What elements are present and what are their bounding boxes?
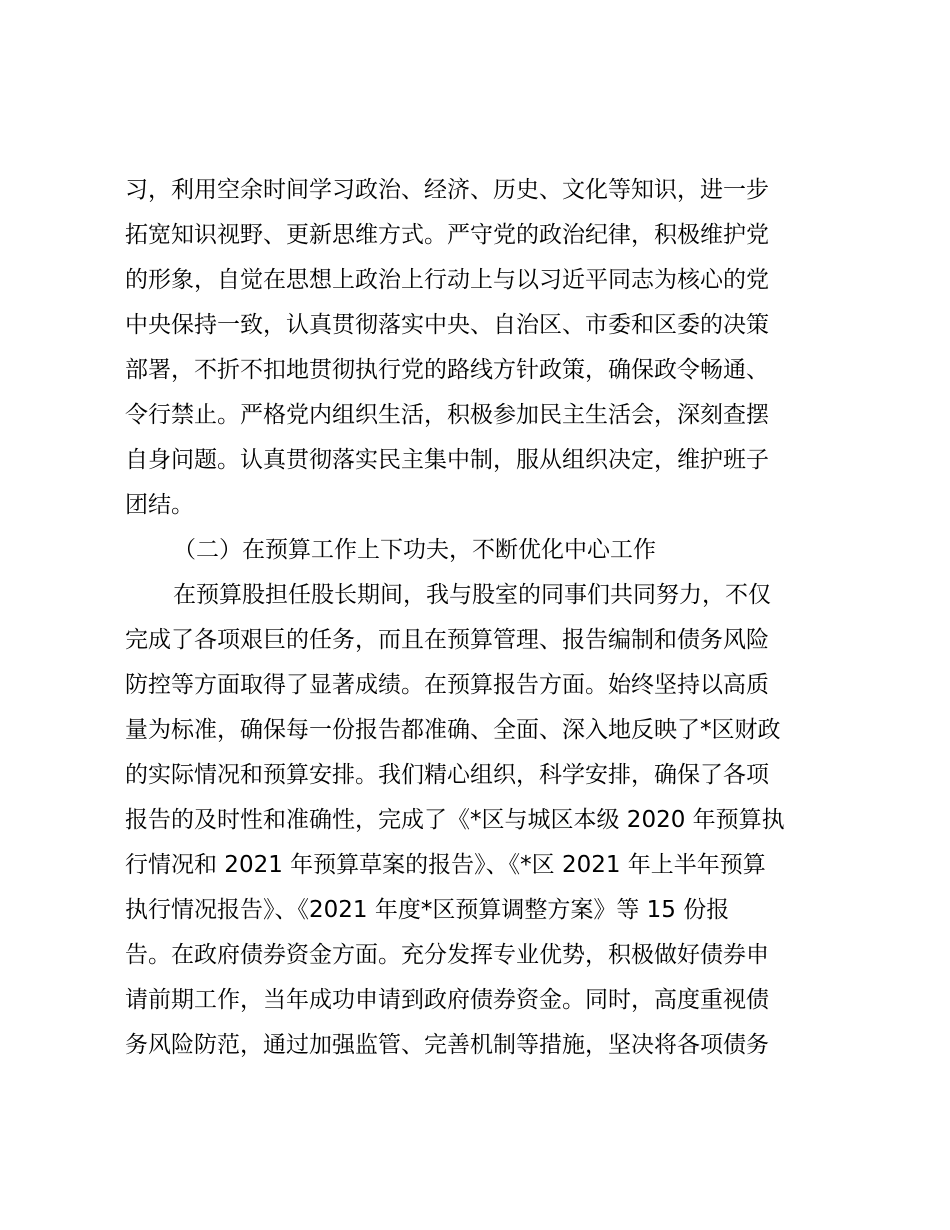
text-line: 部署，不折不扣地贯彻执行党的路线方针政策，确保政令畅通、 (125, 357, 769, 383)
text-line: 在预算股担任股长期间，我与股室的同事们共同努力，不仅 (173, 582, 771, 608)
text-line: 请前期工作，当年成功申请到政府债券资金。同时，高度重视债 (125, 987, 769, 1013)
text-line: 的形象，自觉在思想上政治上行动上与以习近平同志为核心的党 (125, 267, 769, 293)
text-line: 的实际情况和预算安排。我们精心组织，科学安排，确保了各项 (125, 762, 769, 788)
text-line: 执行情况报告》、《2021 年度*区预算调整方案》等 15 份报 (125, 897, 730, 923)
text-line: 习，利用空余时间学习政治、经济、历史、文化等知识，进一步 (125, 177, 769, 203)
text-line: 行情况和 2021 年预算草案的报告》、《*区 2021 年上半年预算 (125, 852, 766, 878)
text-line: 中央保持一致，认真贯彻落实中央、自治区、市委和区委的决策 (125, 312, 769, 338)
section-heading: （二）在预算工作上下功夫，不断优化中心工作 (173, 537, 656, 563)
text-line: 拓宽知识视野、更新思维方式。严守党的政治纪律，积极维护党 (125, 222, 769, 248)
text-line: 量为标准，确保每一份报告都准确、全面、深入地反映了*区财政 (125, 717, 781, 743)
text-line: 告。在政府债券资金方面。充分发挥专业优势，积极做好债券申 (125, 942, 769, 968)
text-line: 完成了各项艰巨的任务，而且在预算管理、报告编制和债务风险 (125, 627, 769, 653)
text-line: 自身问题。认真贯彻落实民主集中制，服从组织决定，维护班子 (125, 447, 769, 473)
text-line: 报告的及时性和准确性，完成了《*区与城区本级 2020 年预算执 (125, 807, 785, 833)
text-line: 防控等方面取得了显著成绩。在预算报告方面。始终坚持以高质 (125, 672, 769, 698)
text-line: 团结。 (125, 492, 194, 518)
text-line: 务风险防范，通过加强监管、完善机制等措施，坚决将各项债务 (125, 1032, 769, 1058)
body-text (125, 168, 835, 1068)
text-line: 令行禁止。严格党内组织生活，积极参加民主生活会，深刻查摆 (125, 402, 769, 428)
